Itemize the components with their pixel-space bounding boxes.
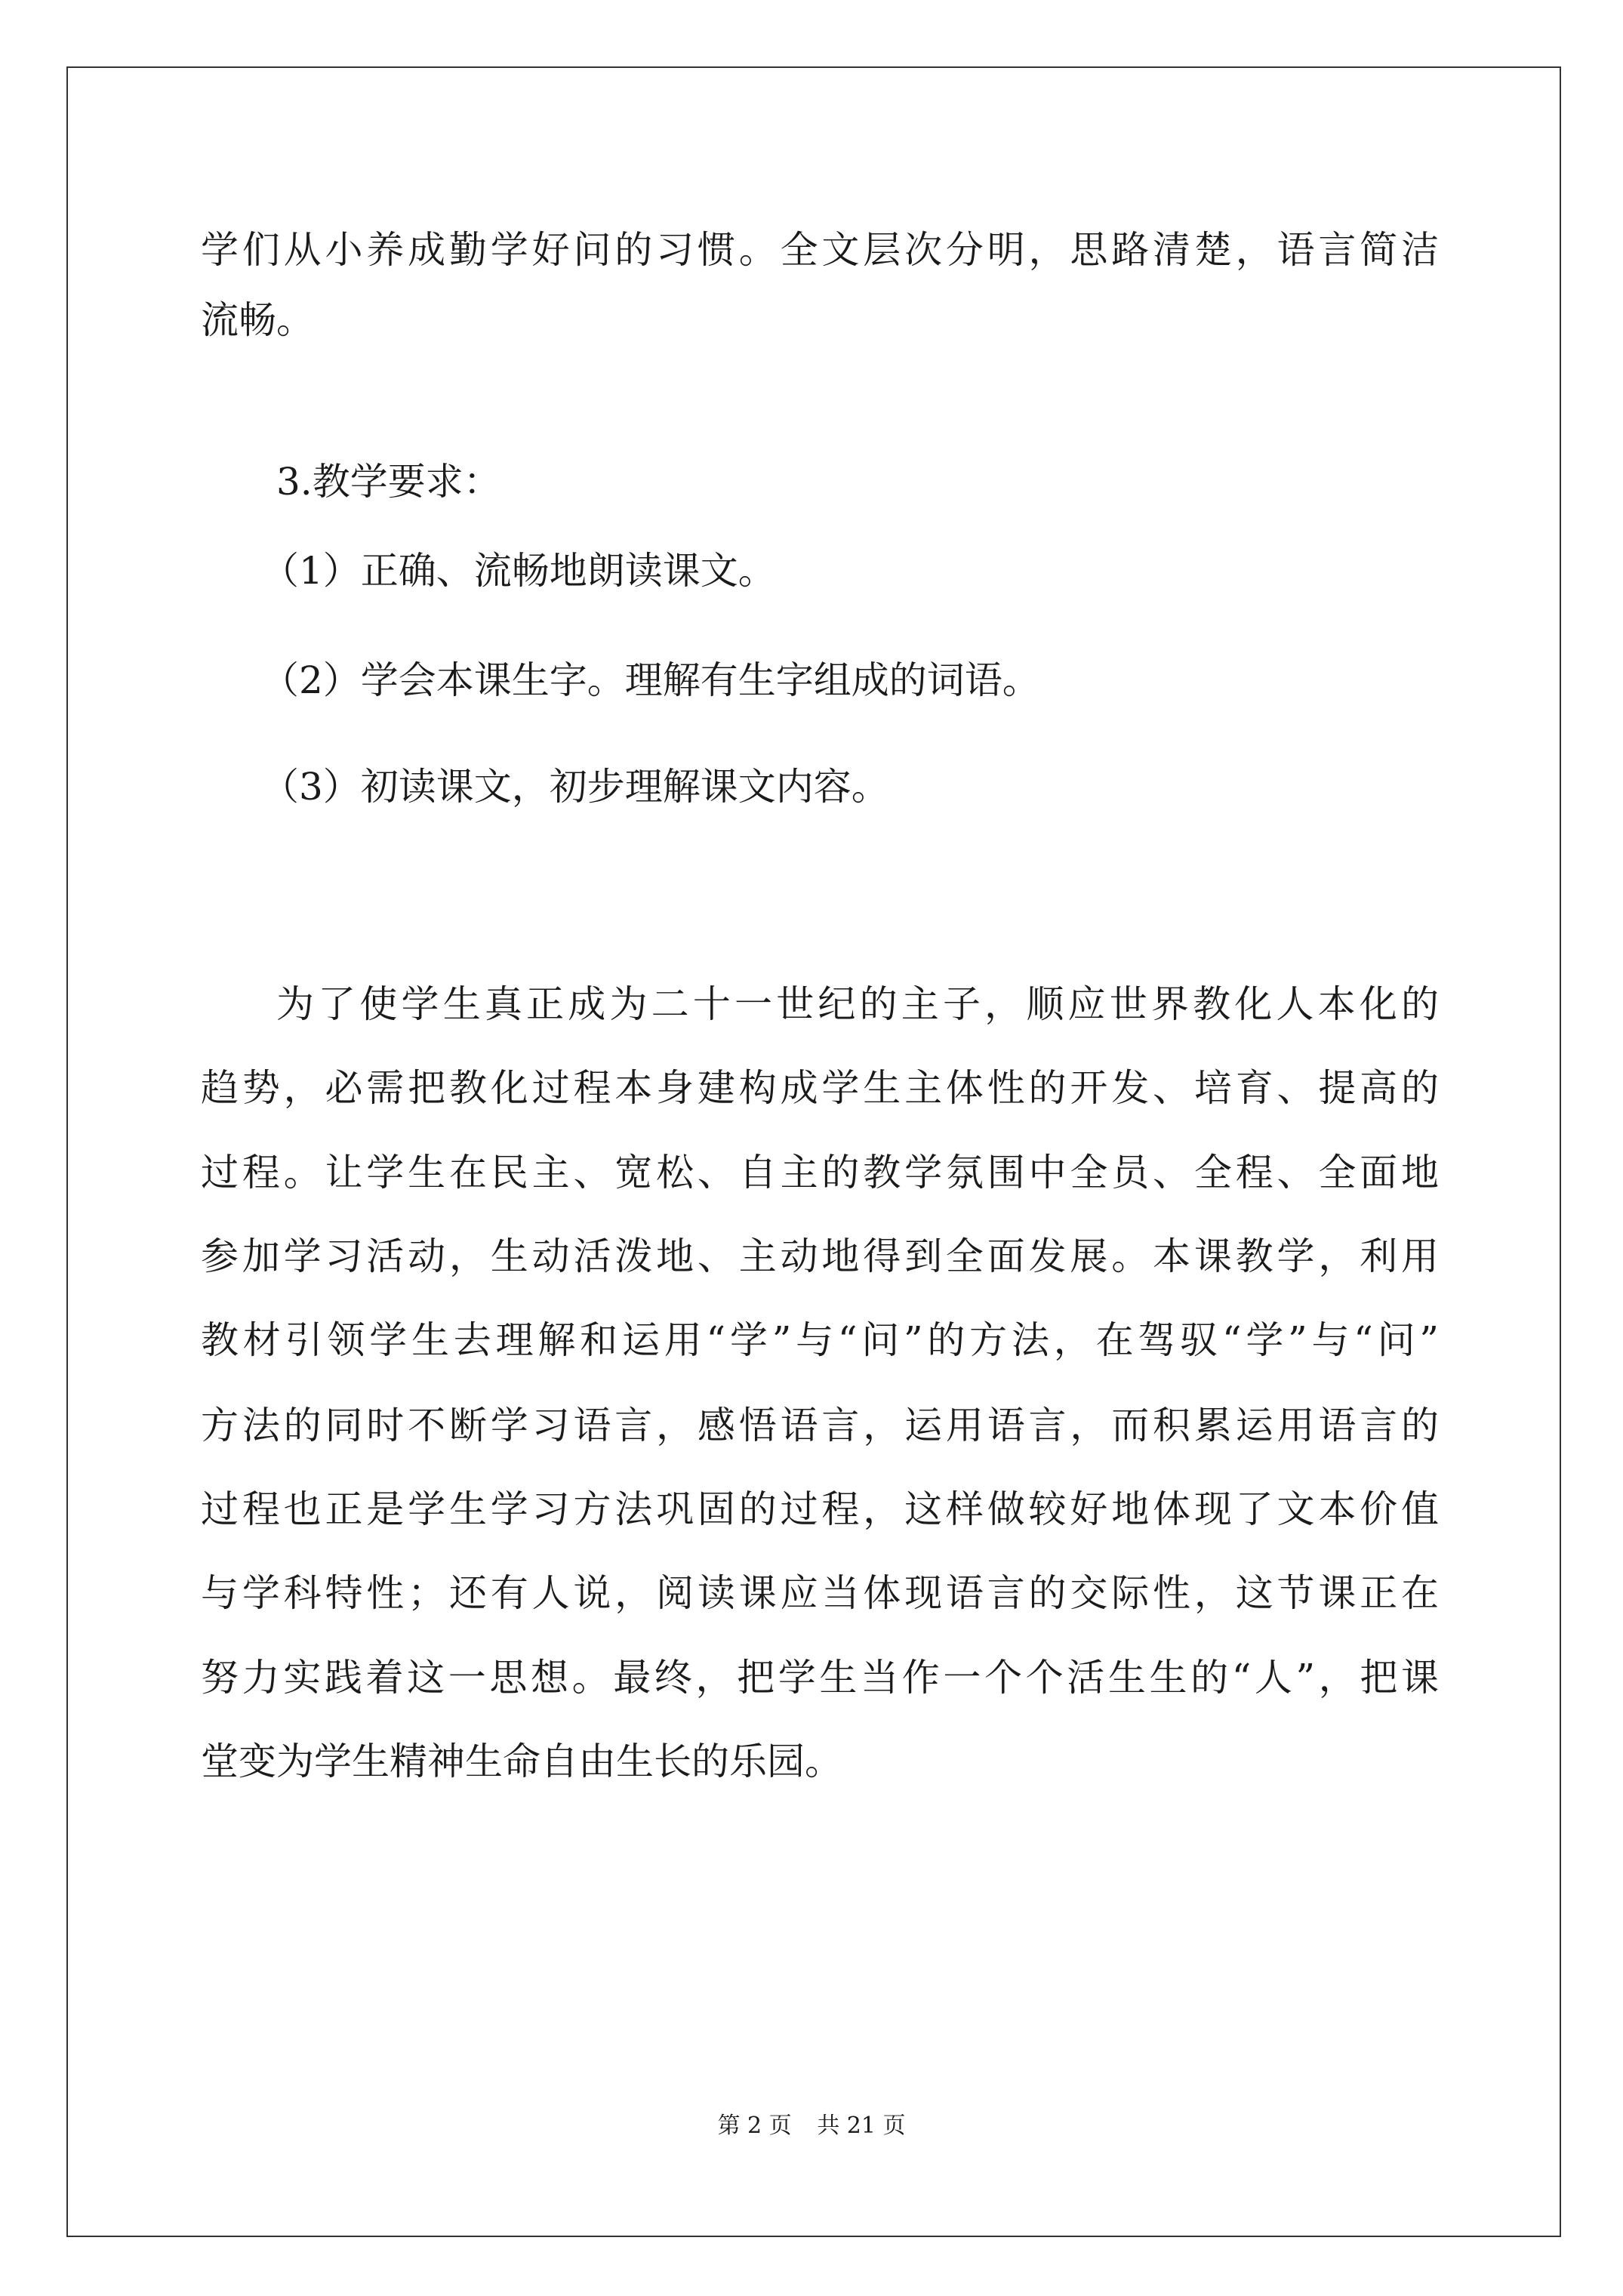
paragraph-line: 学们从小养成勤学好问的习惯。全文层次分明，思路清楚，语言简洁 bbox=[201, 228, 1439, 272]
paragraph-line: 过程。让学生在民主、宽松、自主的教学氛围中全员、全程、全面地 bbox=[201, 1151, 1439, 1194]
section-heading: 3.教学要求： bbox=[276, 460, 501, 504]
paragraph-line: 为了使学生真正成为二十一世纪的主子，顺应世界教化人本化的 bbox=[276, 982, 1439, 1026]
page-footer bbox=[0, 2113, 1623, 2140]
paragraph-line: 参加学习活动，生动活泼地、主动地得到全面发展。本课教学，利用 bbox=[201, 1234, 1439, 1278]
paragraph-line: 趋势，必需把教化过程本身建构成学生主体性的开发、培育、提高的 bbox=[201, 1066, 1439, 1110]
paragraph-line: 与学科特性；还有人说，阅读课应当体现语言的交际性，这节课正在 bbox=[201, 1571, 1439, 1615]
paragraph-line: 教材引领学生去理解和运用“学”与“问”的方法，在驾驭“学”与“问” bbox=[201, 1318, 1439, 1362]
page-number: 第 2 页 bbox=[717, 2113, 792, 2139]
list-item: （3）初读课文，初步理解课文内容。 bbox=[261, 765, 889, 809]
list-item: （1）正确、流畅地朗读课文。 bbox=[261, 549, 776, 593]
paragraph-line: 过程也正是学生学习方法巩固的过程，这样做较好地体现了文本价值 bbox=[201, 1487, 1439, 1531]
paragraph-line: 方法的同时不断学习语言，感悟语言，运用语言，而积累运用语言的 bbox=[201, 1404, 1439, 1447]
paragraph-line: 流畅。 bbox=[201, 298, 314, 342]
paragraph-line: 堂变为学生精神生命自由生长的乐园。 bbox=[201, 1740, 842, 1783]
paragraph-line: 努力实践着这一思想。最终，把学生当作一个个活生生的“人”，把课 bbox=[201, 1656, 1439, 1700]
list-item: （2）学会本课生字。理解有生字组成的词语。 bbox=[261, 658, 1040, 702]
page-total: 共 21 页 bbox=[817, 2113, 906, 2139]
